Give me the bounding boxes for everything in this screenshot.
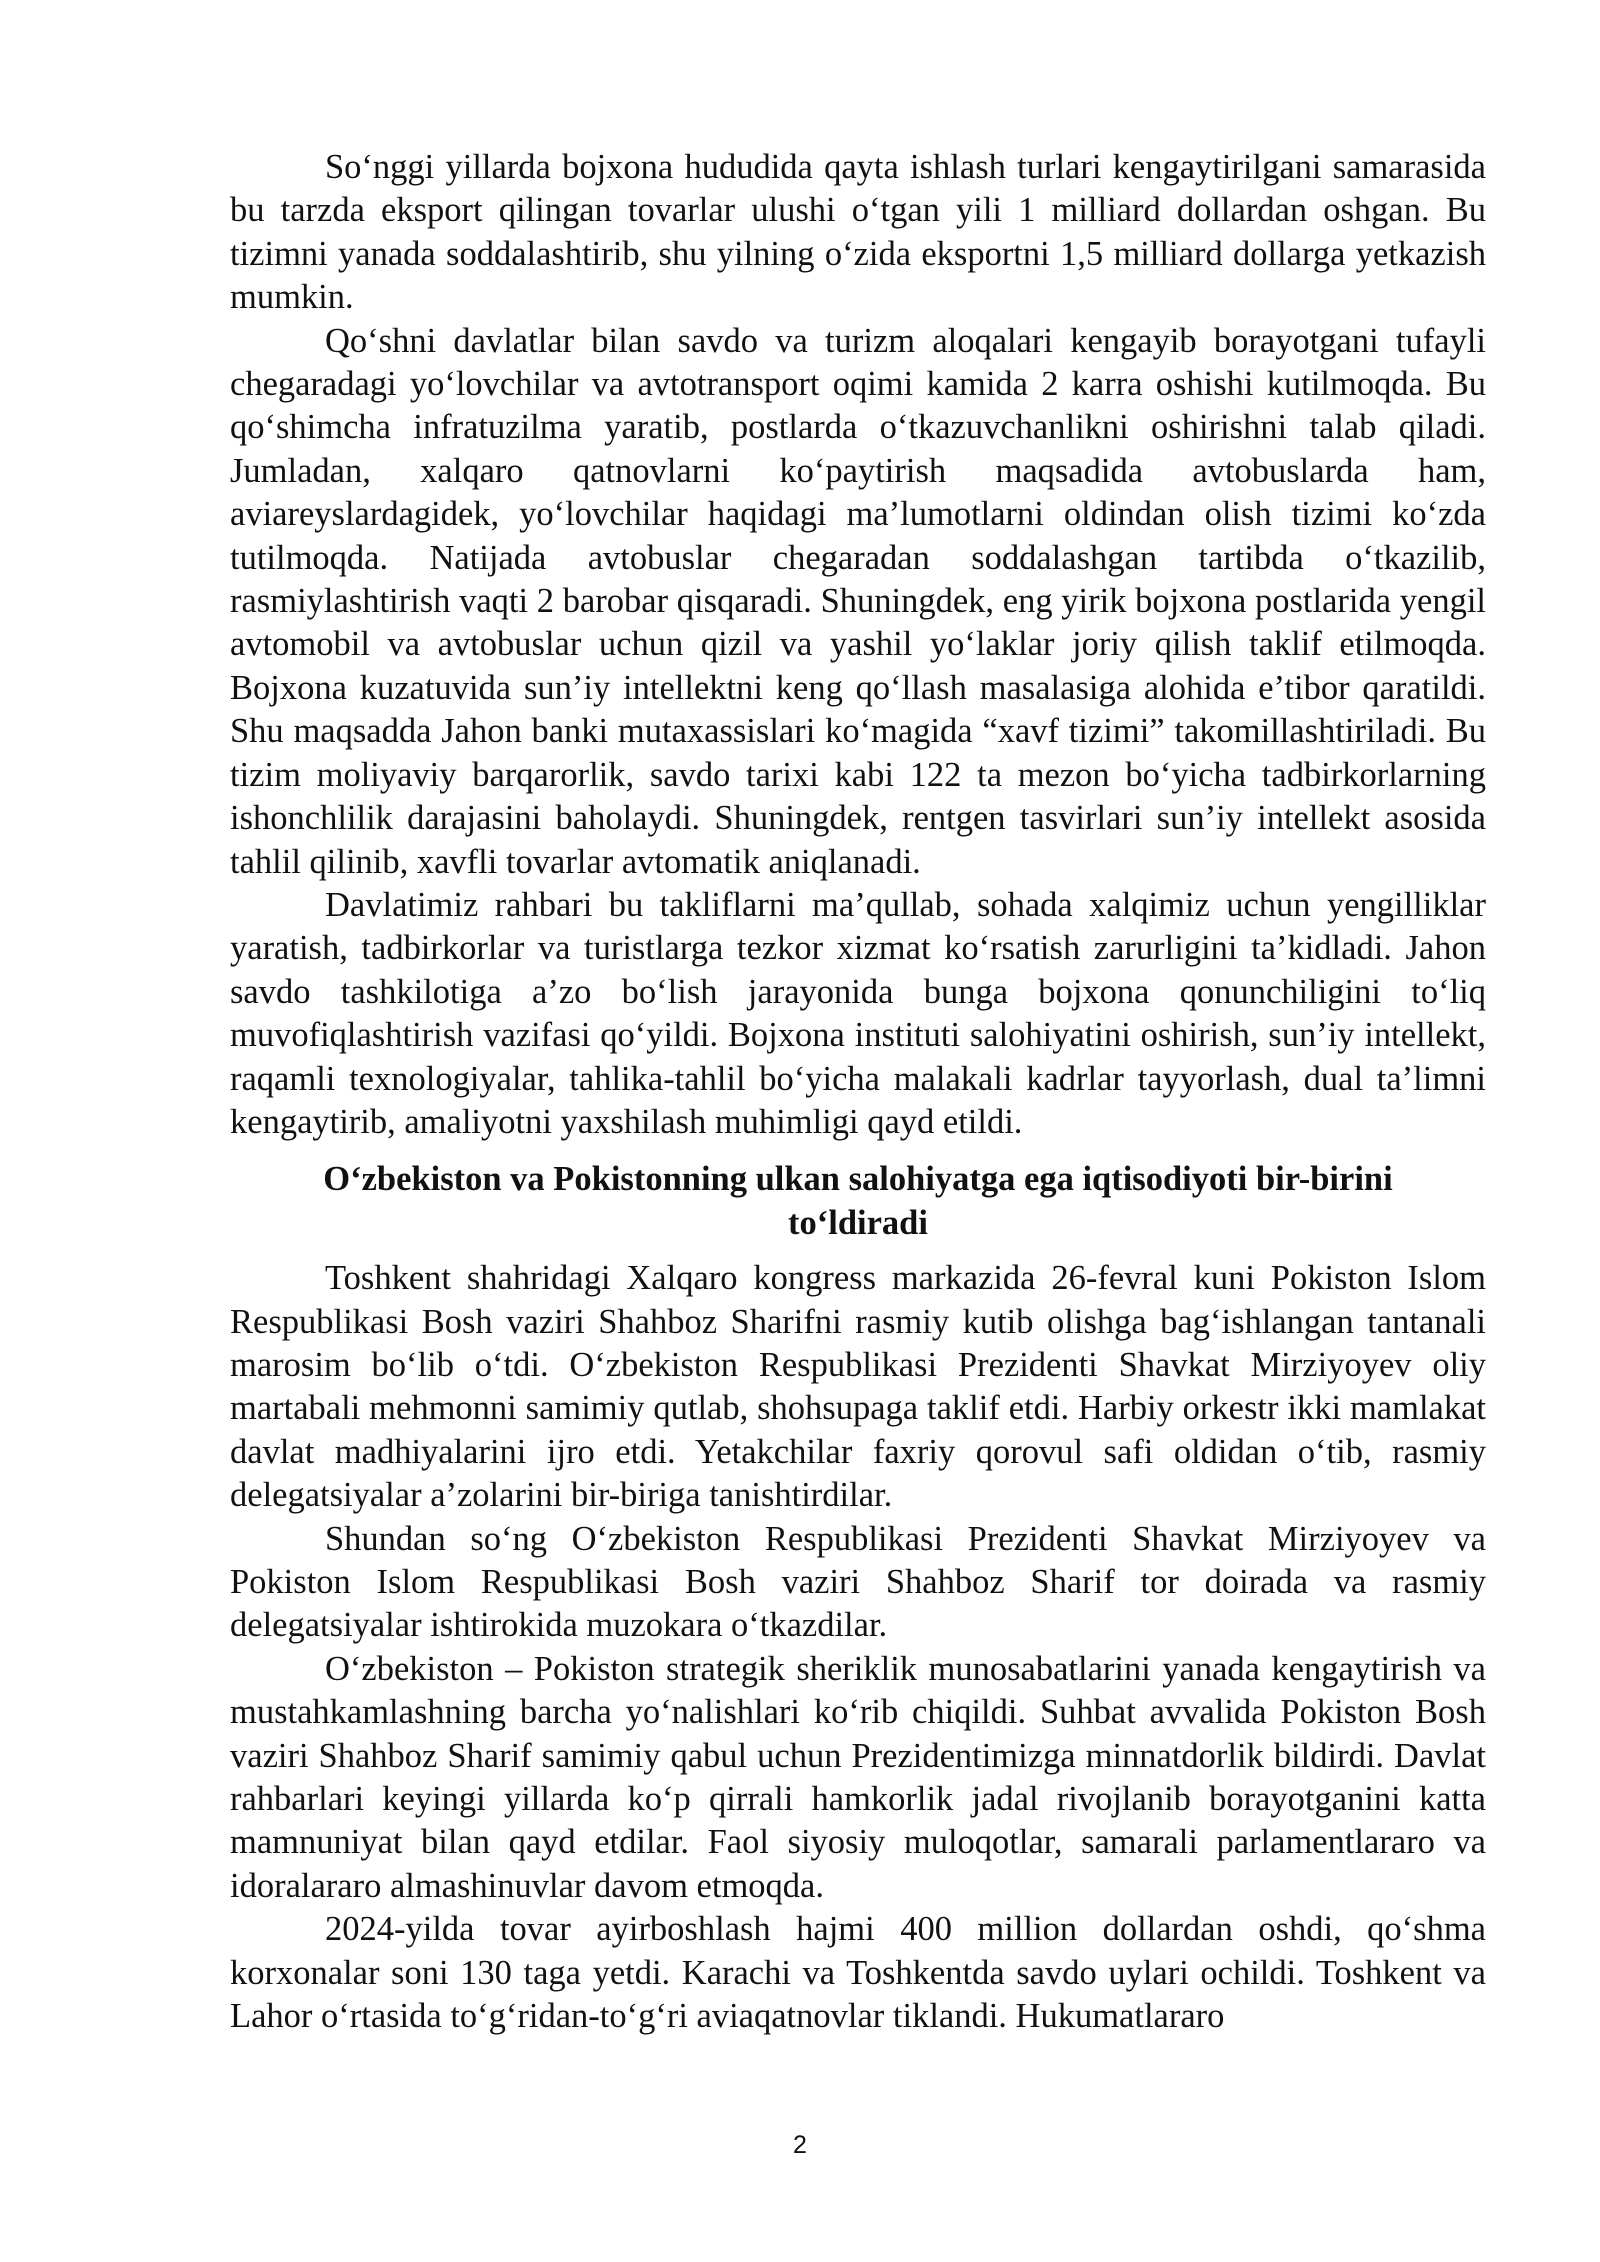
paragraph-strategic-partnership: O‘zbekiston – Pokiston strategik sheriklik munosabatlarini yanada kengaytirish va mustahkamlashning barcha yo‘nalishlari ko‘rib chiqildi. Suhbat avvalida Pokiston Bosh vaziri Shahboz Sharif samimiy qabul uchun Prezidentimizga minnatdorlik bildirdi. Davlat rahbarlari keyingi yillarda ko‘p qirrali hamkorlik jadal rivojlanib borayotganini katta mamnuniyat bilan qayd etdilar. Faol siyosiy muloqotlar, samarali parlamentlararo va idoralararo almashinuvlar davom etmoqda. bbox=[230, 1649, 1486, 1905]
paragraph-export-growth: So‘nggi yillarda bojxona hududida qayta ishlash turlari kengaytirilgani samarasida bu tarzda eksport qilingan tovarlar ulushi o‘tgan yili 1 milliard dollardan oshgan. Bu tizimni yanada soddalashtirib, shu yilning o‘zida eksportni 1,5 milliard dollarga yetkazish mumkin. bbox=[230, 148, 1486, 317]
page-number: 2 bbox=[793, 2131, 807, 2159]
section-heading: O‘zbekiston va Pokistonning ulkan salohiyatga ega iqtisodiyoti bir-birini to‘ldiradi bbox=[323, 1160, 1393, 1242]
paragraph-president-approval: Davlatimiz rahbari bu takliflarni ma’qullab, sohada xalqimiz uchun yengilliklar yaratish, tadbirkorlar va turistlarga tezkor xizmat ko‘rsatish zarurligini ta’kidladi. Jahon savdo tashkilotiga a’zo bo‘lish jarayonida bunga bojxona qonunchiligini to‘liq muvofiqlashtirish vazifasi qo‘yildi. Bojxona instituti salohiyatini oshirish, sun’iy intellekt, raqamli texnologiyalar, tahlika-tahlil bo‘yicha malakali kadrlar tayyorlash, dual ta’limni kengaytirib, amaliyotni yaxshilash muhimligi qayd etildi. bbox=[230, 885, 1486, 1141]
paragraph-trade-turnover: 2024-yilda tovar ayirboshlash hajmi 400 million dollardan oshdi, qo‘shma korxonalar soni 130 taga yetdi. Karachi va Toshkentda savdo uylari ochildi. Toshkent va Lahor o‘rtasida to‘g‘ridan-to‘g‘ri aviaqatnovlar tiklandi. Hukumatlararo bbox=[230, 1910, 1486, 2036]
document-page bbox=[230, 146, 1486, 2038]
paragraph-border-traffic: Qo‘shni davlatlar bilan savdo va turizm aloqalari kengayib borayotgani tufayli chegaradagi yo‘lovchilar va avtotransport oqimi kamida 2 karra oshishi kutilmoqda. Bu qo‘shimcha infratuzilma yaratib, postlarda o‘tkazuvchanlikni oshirishni talab qiladi. Jumladan, xalqaro qatnovlarni ko‘paytirish maqsadida avtobuslarda ham, aviareyslardagidek, yo‘lovchilar haqidagi ma’lumotlarni oldindan olish tizimi ko‘zda tutilmoqda. Natijada avtobuslar chegaradan soddalashgan tartibda o‘tkazilib, rasmiylashtirish vaqti 2 barobar qisqaradi. Shuningdek, eng yirik bojxona postlarida yengil avtomobil va avtobuslar uchun qizil va yashil yo‘laklar joriy qilish taklif etilmoqda. Bojxona kuzatuvida sun’iy intellektni keng qo‘llash masalasiga alohida e’tibor qaratildi. Shu maqsadda Jahon banki mutaxassislari ko‘magida “xavf tizimi” takomillashtiriladi. Bu tizim moliyaviy barqarorlik, savdo tarixi kabi 122 ta mezon bo‘yicha tadbirkorlarning ishonchlilik darajasini baholaydi. Shuningdek, rentgen tasvirlari sun’iy intellekt asosida tahlil qilinib, xavfli tovarlar avtomatik aniqlanadi. bbox=[230, 321, 1486, 881]
paragraph-welcome-ceremony: Toshkent shahridagi Xalqaro kongress markazida 26-fevral kuni Pokiston Islom Respublikasi Bosh vaziri Shahboz Sharifni rasmiy kutib olishga bag‘ishlangan tantanali marosim bo‘lib o‘tdi. O‘zbekiston Respublikasi Prezidenti Shavkat Mirziyoyev oliy martabali mehmonni samimiy qutlab, shohsupaga taklif etdi. Harbiy orkestr ikki mamlakat davlat madhiyalarini ijro etdi. Yetakchilar faxriy qorovul safi oldidan o‘tib, rasmiy delegatsiyalar a’zolarini bir-biriga tanishtirdilar. bbox=[230, 1259, 1486, 1515]
paragraph-negotiations: Shundan so‘ng O‘zbekiston Respublikasi Prezidenti Shavkat Mirziyoyev va Pokiston Islom Respublikasi Bosh vaziri Shahboz Sharif tor doirada va rasmiy delegatsiyalar ishtirokida muzokara o‘tkazdilar. bbox=[230, 1519, 1486, 1645]
